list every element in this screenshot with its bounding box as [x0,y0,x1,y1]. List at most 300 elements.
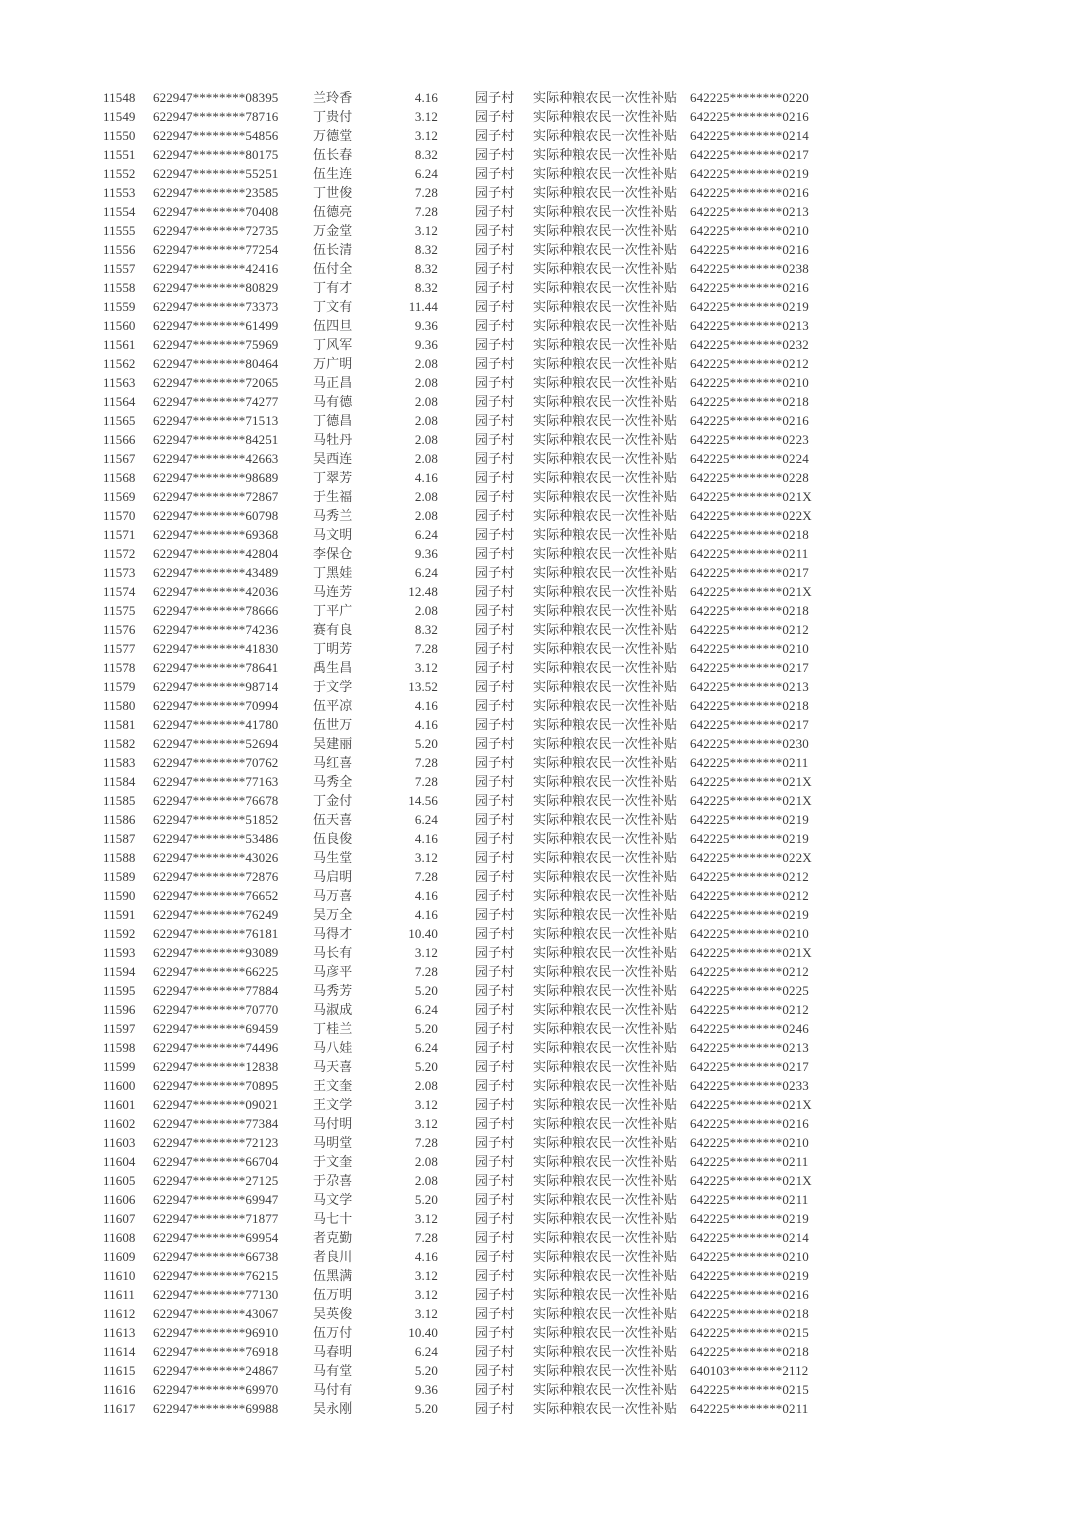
cell-subsidy-type: 实际种粮农民一次性补贴 [533,1230,678,1245]
cell-amount: 3.12 [414,109,438,124]
cell-subsidy-type: 实际种粮农民一次性补贴 [533,242,678,257]
cell-subsidy-type: 实际种粮农民一次性补贴 [533,641,678,656]
cell-subsidy-type: 实际种粮农民一次性补贴 [533,451,678,466]
cell-account-number: 642225********0211 [690,755,809,770]
cell-id-number: 622947********93089 [153,945,279,960]
table-row [103,240,823,259]
cell-amount: 9.36 [414,337,438,352]
cell-account-number: 642225********0215 [690,1325,809,1340]
cell-id-number: 622947********24867 [153,1363,279,1378]
cell-village: 园子村 [475,128,515,143]
table-row [103,772,823,791]
cell-village: 园子村 [475,964,515,979]
cell-amount: 4.16 [414,698,438,713]
cell-sequence-number: 11556 [103,242,136,257]
cell-account-number: 642225********0210 [690,641,809,656]
cell-subsidy-type: 实际种粮农民一次性补贴 [533,983,678,998]
cell-id-number: 622947********74277 [153,394,279,409]
cell-id-number: 622947********75969 [153,337,279,352]
cell-village: 园子村 [475,869,515,884]
cell-subsidy-type: 实际种粮农民一次性补贴 [533,280,678,295]
table-row [103,715,823,734]
cell-subsidy-type: 实际种粮农民一次性补贴 [533,204,678,219]
cell-amount: 7.28 [414,774,438,789]
cell-village: 园子村 [475,318,515,333]
cell-account-number: 642225********021X [690,774,812,789]
cell-village: 园子村 [475,1173,515,1188]
table-row [103,753,823,772]
cell-sequence-number: 11591 [103,907,136,922]
cell-subsidy-type: 实际种粮农民一次性补贴 [533,1135,678,1150]
table-row [103,981,823,1000]
cell-account-number: 642225********0219 [690,831,809,846]
table-row [103,354,823,373]
cell-subsidy-type: 实际种粮农民一次性补贴 [533,1059,678,1074]
table-row [103,525,823,544]
cell-subsidy-type: 实际种粮农民一次性补贴 [533,489,678,504]
cell-village: 园子村 [475,926,515,941]
cell-farmer-name: 马有德 [313,394,353,409]
table-row [103,449,823,468]
cell-amount: 2.08 [414,1078,438,1093]
cell-farmer-name: 于生福 [313,489,353,504]
cell-amount: 10.40 [408,926,438,941]
cell-id-number: 622947********70895 [153,1078,279,1093]
cell-farmer-name: 伍付全 [313,261,353,276]
cell-account-number: 642225********0219 [690,1211,809,1226]
cell-village: 园子村 [475,546,515,561]
cell-sequence-number: 11610 [103,1268,136,1283]
cell-subsidy-type: 实际种粮农民一次性补贴 [533,603,678,618]
cell-account-number: 642225********0220 [690,90,809,105]
cell-farmer-name: 李保仓 [313,546,353,561]
table-row [103,1000,823,1019]
cell-amount: 8.32 [414,280,438,295]
cell-id-number: 622947********43026 [153,850,279,865]
cell-village: 园子村 [475,451,515,466]
cell-account-number: 642225********0219 [690,812,809,827]
cell-sequence-number: 11557 [103,261,136,276]
cell-village: 园子村 [475,1097,515,1112]
cell-farmer-name: 丁文有 [313,299,353,314]
cell-amount: 4.16 [414,90,438,105]
cell-farmer-name: 马秀芳 [313,983,353,998]
table-row [103,1399,823,1418]
cell-amount: 9.36 [414,546,438,561]
cell-amount: 4.16 [414,1249,438,1264]
cell-amount: 2.08 [414,603,438,618]
cell-id-number: 622947********78641 [153,660,279,675]
cell-farmer-name: 吴建丽 [313,736,353,751]
cell-amount: 4.16 [414,717,438,732]
cell-village: 园子村 [475,755,515,770]
cell-id-number: 622947********76181 [153,926,279,941]
table-row [103,848,823,867]
cell-id-number: 622947********41830 [153,641,279,656]
cell-account-number: 642225********021X [690,945,812,960]
cell-amount: 7.28 [414,204,438,219]
cell-account-number: 642225********0211 [690,546,809,561]
cell-id-number: 622947********70994 [153,698,279,713]
cell-amount: 5.20 [414,1192,438,1207]
cell-id-number: 622947********08395 [153,90,279,105]
cell-id-number: 622947********42416 [153,261,279,276]
cell-subsidy-type: 实际种粮农民一次性补贴 [533,1192,678,1207]
cell-village: 园子村 [475,109,515,124]
cell-farmer-name: 马春明 [313,1344,353,1359]
cell-farmer-name: 马秀全 [313,774,353,789]
cell-sequence-number: 11609 [103,1249,136,1264]
cell-village: 园子村 [475,1401,515,1416]
cell-subsidy-type: 实际种粮农民一次性补贴 [533,1325,678,1340]
table-row [103,962,823,981]
cell-sequence-number: 11567 [103,451,136,466]
cell-farmer-name: 马万喜 [313,888,353,903]
cell-amount: 3.12 [414,1116,438,1131]
cell-amount: 5.20 [414,1021,438,1036]
cell-subsidy-type: 实际种粮农民一次性补贴 [533,432,678,447]
cell-id-number: 622947********96910 [153,1325,279,1340]
cell-account-number: 642225********0218 [690,603,809,618]
cell-account-number: 642225********0211 [690,1401,809,1416]
cell-sequence-number: 11549 [103,109,136,124]
cell-subsidy-type: 实际种粮农民一次性补贴 [533,660,678,675]
cell-sequence-number: 11588 [103,850,136,865]
table-row [103,943,823,962]
table-row [103,316,823,335]
cell-amount: 11.44 [408,299,438,314]
cell-amount: 3.12 [414,1287,438,1302]
cell-account-number: 642225********0219 [690,1268,809,1283]
table-row [103,639,823,658]
cell-id-number: 622947********76249 [153,907,279,922]
cell-subsidy-type: 实际种粮农民一次性补贴 [533,698,678,713]
cell-farmer-name: 马文学 [313,1192,353,1207]
cell-amount: 3.12 [414,850,438,865]
cell-account-number: 642225********0216 [690,1116,809,1131]
cell-village: 园子村 [475,907,515,922]
cell-id-number: 622947********74236 [153,622,279,637]
cell-farmer-name: 万金堂 [313,223,353,238]
cell-account-number: 642225********0210 [690,926,809,941]
cell-subsidy-type: 实际种粮农民一次性补贴 [533,1363,678,1378]
cell-subsidy-type: 实际种粮农民一次性补贴 [533,185,678,200]
cell-sequence-number: 11611 [103,1287,136,1302]
cell-village: 园子村 [475,147,515,162]
cell-amount: 7.28 [414,1135,438,1150]
cell-account-number: 642225********0225 [690,983,809,998]
cell-sequence-number: 11573 [103,565,136,580]
cell-sequence-number: 11577 [103,641,136,656]
table-row [103,430,823,449]
cell-account-number: 642225********021X [690,793,812,808]
cell-account-number: 642225********0214 [690,128,809,143]
table-row [103,1304,823,1323]
cell-sequence-number: 11612 [103,1306,136,1321]
cell-amount: 2.08 [414,394,438,409]
cell-sequence-number: 11616 [103,1382,136,1397]
cell-farmer-name: 者良川 [313,1249,353,1264]
table-row [103,810,823,829]
table-row [103,411,823,430]
table-row [103,620,823,639]
cell-village: 园子村 [475,888,515,903]
cell-subsidy-type: 实际种粮农民一次性补贴 [533,337,678,352]
table-row [103,297,823,316]
cell-village: 园子村 [475,831,515,846]
cell-id-number: 622947********70762 [153,755,279,770]
cell-account-number: 642225********0217 [690,717,809,732]
cell-account-number: 642225********0210 [690,375,809,390]
cell-account-number: 642225********021X [690,489,812,504]
cell-village: 园子村 [475,1135,515,1150]
cell-sequence-number: 11553 [103,185,136,200]
cell-farmer-name: 伍长清 [313,242,353,257]
cell-id-number: 622947********78666 [153,603,279,618]
cell-amount: 4.16 [414,831,438,846]
cell-farmer-name: 马付有 [313,1382,353,1397]
cell-id-number: 622947********66738 [153,1249,279,1264]
cell-account-number: 642225********0213 [690,679,809,694]
cell-village: 园子村 [475,698,515,713]
cell-id-number: 622947********98714 [153,679,279,694]
cell-subsidy-type: 实际种粮农民一次性补贴 [533,1097,678,1112]
cell-amount: 2.08 [414,489,438,504]
cell-account-number: 642225********0213 [690,1040,809,1055]
cell-farmer-name: 丁明芳 [313,641,353,656]
cell-amount: 8.32 [414,242,438,257]
cell-amount: 5.20 [414,1363,438,1378]
table-row [103,924,823,943]
cell-account-number: 642225********0233 [690,1078,809,1093]
cell-subsidy-type: 实际种粮农民一次性补贴 [533,1211,678,1226]
cell-sequence-number: 11598 [103,1040,136,1055]
cell-account-number: 642225********0218 [690,527,809,542]
cell-farmer-name: 伍生连 [313,166,353,181]
cell-id-number: 622947********66225 [153,964,279,979]
cell-farmer-name: 丁平广 [313,603,353,618]
cell-amount: 5.20 [414,983,438,998]
cell-sequence-number: 11576 [103,622,136,637]
cell-farmer-name: 马有堂 [313,1363,353,1378]
cell-farmer-name: 马启明 [313,869,353,884]
cell-farmer-name: 丁翠芳 [313,470,353,485]
cell-account-number: 642225********0210 [690,1135,809,1150]
cell-id-number: 622947********80175 [153,147,279,162]
cell-amount: 6.24 [414,1040,438,1055]
cell-sequence-number: 11563 [103,375,136,390]
cell-sequence-number: 11565 [103,413,136,428]
cell-farmer-name: 吴西连 [313,451,353,466]
cell-id-number: 622947********69970 [153,1382,279,1397]
cell-subsidy-type: 实际种粮农民一次性补贴 [533,736,678,751]
table-row [103,1228,823,1247]
cell-farmer-name: 马淑成 [313,1002,353,1017]
cell-farmer-name: 伍万明 [313,1287,353,1302]
cell-subsidy-type: 实际种粮农民一次性补贴 [533,356,678,371]
cell-account-number: 642225********0238 [690,261,809,276]
cell-subsidy-type: 实际种粮农民一次性补贴 [533,831,678,846]
cell-subsidy-type: 实际种粮农民一次性补贴 [533,1002,678,1017]
table-row [103,392,823,411]
cell-farmer-name: 马八娃 [313,1040,353,1055]
table-row [103,1342,823,1361]
cell-village: 园子村 [475,1040,515,1055]
cell-account-number: 642225********0219 [690,907,809,922]
cell-subsidy-type: 实际种粮农民一次性补贴 [533,1249,678,1264]
cell-farmer-name: 马付明 [313,1116,353,1131]
cell-amount: 7.28 [414,641,438,656]
table-row [103,202,823,221]
cell-village: 园子村 [475,223,515,238]
cell-sequence-number: 11581 [103,717,136,732]
cell-subsidy-type: 实际种粮农民一次性补贴 [533,508,678,523]
cell-farmer-name: 马得才 [313,926,353,941]
cell-village: 园子村 [475,736,515,751]
cell-account-number: 642225********022X [690,508,812,523]
cell-village: 园子村 [475,1021,515,1036]
cell-id-number: 622947********69368 [153,527,279,542]
table-row [103,734,823,753]
cell-id-number: 622947********69988 [153,1401,279,1416]
cell-subsidy-type: 实际种粮农民一次性补贴 [533,717,678,732]
cell-amount: 9.36 [414,1382,438,1397]
cell-id-number: 622947********23585 [153,185,279,200]
cell-farmer-name: 伍黑满 [313,1268,353,1283]
table-row [103,278,823,297]
cell-sequence-number: 11614 [103,1344,136,1359]
cell-account-number: 642225********0211 [690,1192,809,1207]
cell-farmer-name: 丁金付 [313,793,353,808]
cell-farmer-name: 吴英俊 [313,1306,353,1321]
cell-id-number: 622947********80829 [153,280,279,295]
cell-account-number: 642225********0210 [690,223,809,238]
cell-account-number: 642225********0218 [690,1306,809,1321]
cell-subsidy-type: 实际种粮农民一次性补贴 [533,1306,678,1321]
cell-amount: 2.08 [414,508,438,523]
cell-amount: 14.56 [408,793,438,808]
cell-village: 园子村 [475,1211,515,1226]
cell-account-number: 642225********0217 [690,1059,809,1074]
cell-subsidy-type: 实际种粮农民一次性补贴 [533,318,678,333]
cell-amount: 7.28 [414,964,438,979]
cell-sequence-number: 11604 [103,1154,136,1169]
cell-farmer-name: 伍四旦 [313,318,353,333]
cell-id-number: 622947********71513 [153,413,279,428]
cell-subsidy-type: 实际种粮农民一次性补贴 [533,812,678,827]
cell-account-number: 642225********0212 [690,888,809,903]
table-row [103,1209,823,1228]
cell-farmer-name: 伍天喜 [313,812,353,827]
cell-id-number: 622947********77884 [153,983,279,998]
cell-id-number: 622947********98689 [153,470,279,485]
cell-farmer-name: 马七十 [313,1211,353,1226]
cell-account-number: 642225********0214 [690,1230,809,1245]
cell-id-number: 622947********69954 [153,1230,279,1245]
cell-subsidy-type: 实际种粮农民一次性补贴 [533,1154,678,1169]
table-row [103,164,823,183]
cell-account-number: 642225********0213 [690,204,809,219]
cell-sequence-number: 11548 [103,90,136,105]
cell-id-number: 622947********70408 [153,204,279,219]
table-row [103,696,823,715]
table-row [103,791,823,810]
cell-amount: 7.28 [414,1230,438,1245]
cell-sequence-number: 11569 [103,489,136,504]
cell-account-number: 642225********0216 [690,280,809,295]
cell-sequence-number: 11559 [103,299,136,314]
table-row [103,221,823,240]
cell-sequence-number: 11601 [103,1097,136,1112]
cell-sequence-number: 11583 [103,755,136,770]
cell-sequence-number: 11552 [103,166,136,181]
cell-account-number: 642225********0217 [690,660,809,675]
cell-subsidy-type: 实际种粮农民一次性补贴 [533,869,678,884]
table-row [103,1266,823,1285]
cell-amount: 10.40 [408,1325,438,1340]
cell-subsidy-type: 实际种粮农民一次性补贴 [533,1382,678,1397]
cell-id-number: 622947********72876 [153,869,279,884]
cell-village: 园子村 [475,1344,515,1359]
table-row [103,829,823,848]
cell-farmer-name: 马连芳 [313,584,353,599]
cell-sequence-number: 11595 [103,983,136,998]
cell-village: 园子村 [475,1230,515,1245]
cell-amount: 2.08 [414,1154,438,1169]
cell-subsidy-type: 实际种粮农民一次性补贴 [533,679,678,694]
cell-id-number: 622947********84251 [153,432,279,447]
cell-sequence-number: 11578 [103,660,136,675]
table-row [103,487,823,506]
cell-farmer-name: 于文学 [313,679,353,694]
cell-sequence-number: 11572 [103,546,136,561]
cell-id-number: 622947********78716 [153,109,279,124]
cell-subsidy-type: 实际种粮农民一次性补贴 [533,945,678,960]
cell-subsidy-type: 实际种粮农民一次性补贴 [533,1287,678,1302]
cell-id-number: 622947********42036 [153,584,279,599]
cell-sequence-number: 11554 [103,204,136,219]
table-row [103,1114,823,1133]
cell-account-number: 642225********0212 [690,622,809,637]
cell-id-number: 622947********69459 [153,1021,279,1036]
cell-sequence-number: 11608 [103,1230,136,1245]
cell-account-number: 642225********0223 [690,432,809,447]
cell-amount: 8.32 [414,147,438,162]
cell-village: 园子村 [475,717,515,732]
cell-subsidy-type: 实际种粮农民一次性补贴 [533,565,678,580]
cell-sequence-number: 11570 [103,508,136,523]
cell-farmer-name: 于尕喜 [313,1173,353,1188]
cell-village: 园子村 [475,413,515,428]
cell-farmer-name: 伍长春 [313,147,353,162]
cell-farmer-name: 马生堂 [313,850,353,865]
cell-village: 园子村 [475,603,515,618]
cell-village: 园子村 [475,1268,515,1283]
cell-account-number: 642225********0210 [690,1249,809,1264]
cell-village: 园子村 [475,1154,515,1169]
cell-amount: 7.28 [414,185,438,200]
cell-account-number: 642225********022X [690,850,812,865]
cell-sequence-number: 11605 [103,1173,136,1188]
cell-amount: 6.24 [414,565,438,580]
cell-amount: 12.48 [408,584,438,599]
cell-id-number: 622947********76652 [153,888,279,903]
cell-village: 园子村 [475,527,515,542]
cell-subsidy-type: 实际种粮农民一次性补贴 [533,1078,678,1093]
cell-sequence-number: 11606 [103,1192,136,1207]
cell-amount: 3.12 [414,1097,438,1112]
cell-village: 园子村 [475,983,515,998]
